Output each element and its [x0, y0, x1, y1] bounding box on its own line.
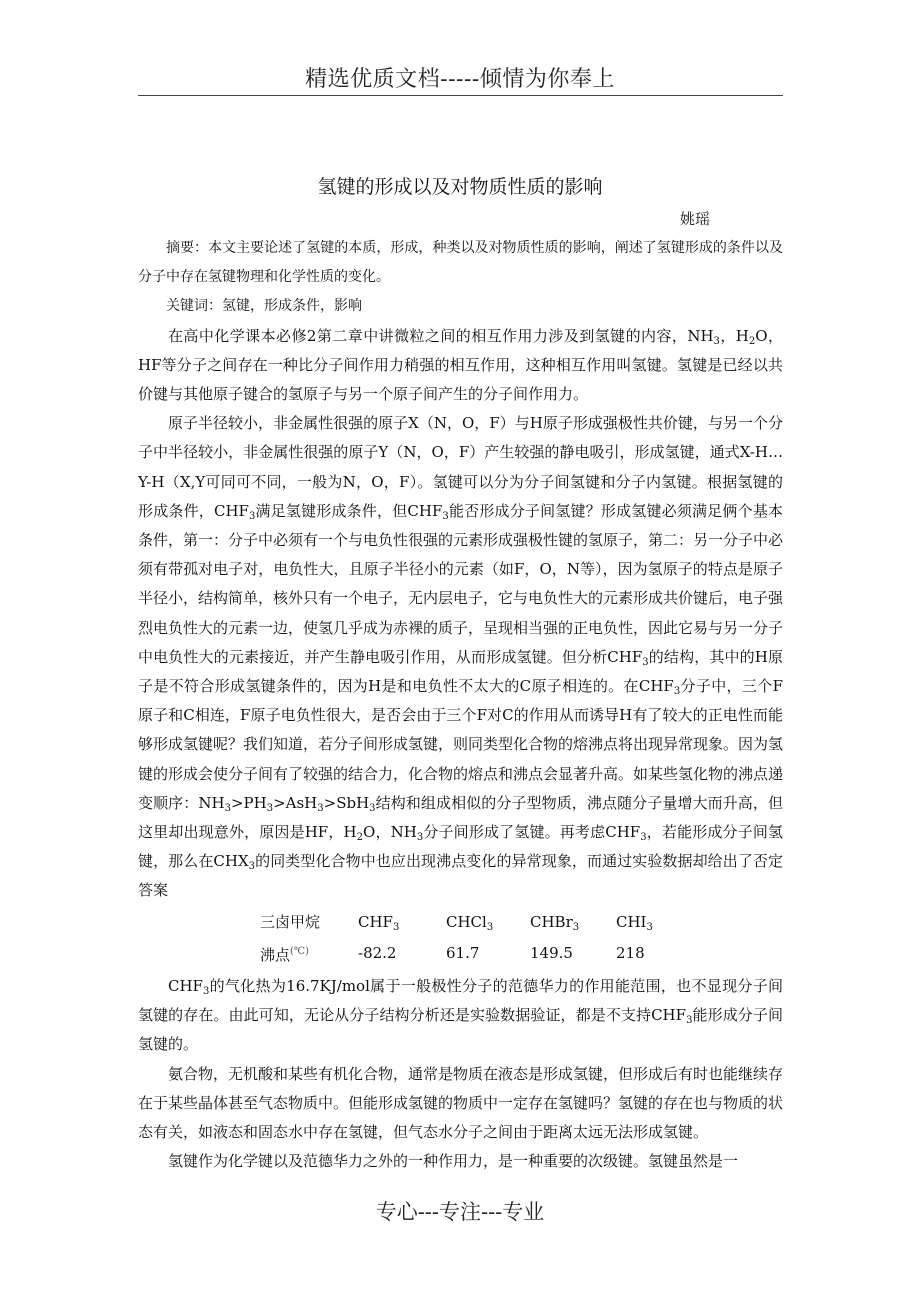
- abstract-paragraph: 摘要：本文主要论述了氢键的本质，形成，种类以及对物质性质的影响，阐述了氢键形成的条件以及分子中存在氢键物理和化学性质的变化。: [138, 240, 783, 286]
- compound-cell: CHBr$_3$: [530, 912, 580, 933]
- value-cell: -82.2: [358, 943, 397, 962]
- document-title: 氢键的形成以及对物质性质的影响: [317, 176, 603, 198]
- page-header: 精选优质文档-----倾情为你奉上: [305, 67, 615, 92]
- value-cell: 149.5: [530, 943, 573, 962]
- unit-label: (℃): [290, 945, 310, 957]
- paragraph-states: 氨合物，无机酸和某些有机化合物，通常是物质在液态是形成氢键，但形成后有时也能继续存在于某些晶体甚至气态物质中。但能形成氢键的物质中一定存在氢键吗？氢键的存在也与物质的状态有关，如液态和固态水中存在氢键，但气态水分子之间由于距离太远无法形成氢键。: [138, 1064, 784, 1142]
- compound-cell: CHCl$_3$: [446, 912, 494, 933]
- document-body: [138, 234, 783, 1177]
- paragraph-secondary-bond: 氢键作为化学键以及范德华力之外的一种作用力，是一种重要的次级键。氢键虽然是一: [168, 1152, 739, 1171]
- paragraph-chf3: $CHF_3$的气化热为16.7KJ/mol属于一般极性分子的范德华力的作用能范围，也不显现分子间氢键的存在。由此可知，无论从分子结构分析还是实验数据验证，都是不支持$CHF_3$能形成分子间氢键的。: [138, 977, 783, 1054]
- boiling-point-table: [260, 908, 676, 970]
- paragraph-intro: 在高中化学课本必修2第二章中讲微粒之间的相互作用力涉及到氢键的内容，$NH_3$，$H_2O$，HF等分子之间存在一种比分子间作用力稍强的相互作用，这种相互作用叫氢键。氢键是已经以共价键与其他原子键合的氢原子与另一个原子间产生的分子间作用力。: [138, 326, 783, 404]
- table-row-compounds: [260, 908, 676, 937]
- table-header-cell: 三卤甲烷: [260, 912, 321, 931]
- row-label-cell: 沸点(℃): [260, 945, 310, 964]
- author-name: 姚瑶: [680, 210, 711, 228]
- header-divider: [138, 95, 783, 96]
- keywords-paragraph: 关键词：氢键，形成条件，影响: [166, 298, 362, 315]
- page-footer: 专心---专注---专业: [375, 1200, 545, 1224]
- table-row-boiling-points: [260, 937, 676, 970]
- compound-cell: $CHF_3$: [358, 912, 400, 933]
- paragraph-formation: 原子半径较小，非金属性很强的原子X（N，O，F）与H原子形成强极性共价键，与另一个分子中半径较小，非金属性很强的原子Y（N，O，F）产生较强的静电吸引，形成氢键，通式X-H…Y-H（X,Y可同可不同，一般为N，O，F）。氢键可以分为分子间氢键和分子内氢键。根据氢键的形成条件，$CHF_3$满足氢键形成条件，但$CHF_3$能否形成分子间氢键？形成氢键必须满足俩个基本条件，第一：分子中必须有一个与电负性很强的元素形成强极性键的氢原子，第二：另一分子中必须有带孤对电子对，电负性大，且原子半径小的元素（如F，O，N等），因为氢原子的特点是原子半径小，结构简单，核外只有一个电子，无内层电子，它与电负性大的元素形成共价键后，电子强烈电负性大的元素一边，使氢几乎成为赤裸的质子，呈现相当强的正电负性，因此它易与另一分子中电负性大的元素接近，并产生静电吸引作用，从而形成氢键。但分析$CHF_3$的结构，其中的H原子是不符合形成氢键条件的，因为H是和电负性不太大的C原子相连的。在$CHF_3$分子中，三个F原子和C相连，F原子电负性很大，是否会由于三个F对C的作用从而诱导H有了较大的正电性而能够形成氢键呢？我们知道，若分子间形成氢键，则同类型化合物的熔沸点将出现异常现象。因为氢键的形成会使分子间有了较强的结合力，化合物的熔点和沸点会显著升高。如某些氢化物的沸点递变顺序：$NH_3>PH_3>AsH_3>SbH_3$结构和组成相似的分子型物质，沸点随分子量增大而升高，但这里却出现意外，原因是HF，$H_2O$，$NH_3$分子间形成了氢键。再考虑$CHF_3$，若能形成分子间氢键，那么在$CHX_3$的同类型化合物中也应出现沸点变化的异常现象，而通过实验数据却给出了否定答案: [138, 414, 784, 900]
- compound-cell: $CHI_3$: [616, 912, 653, 933]
- value-cell: 61.7: [446, 943, 480, 962]
- value-cell: 218: [616, 943, 645, 962]
